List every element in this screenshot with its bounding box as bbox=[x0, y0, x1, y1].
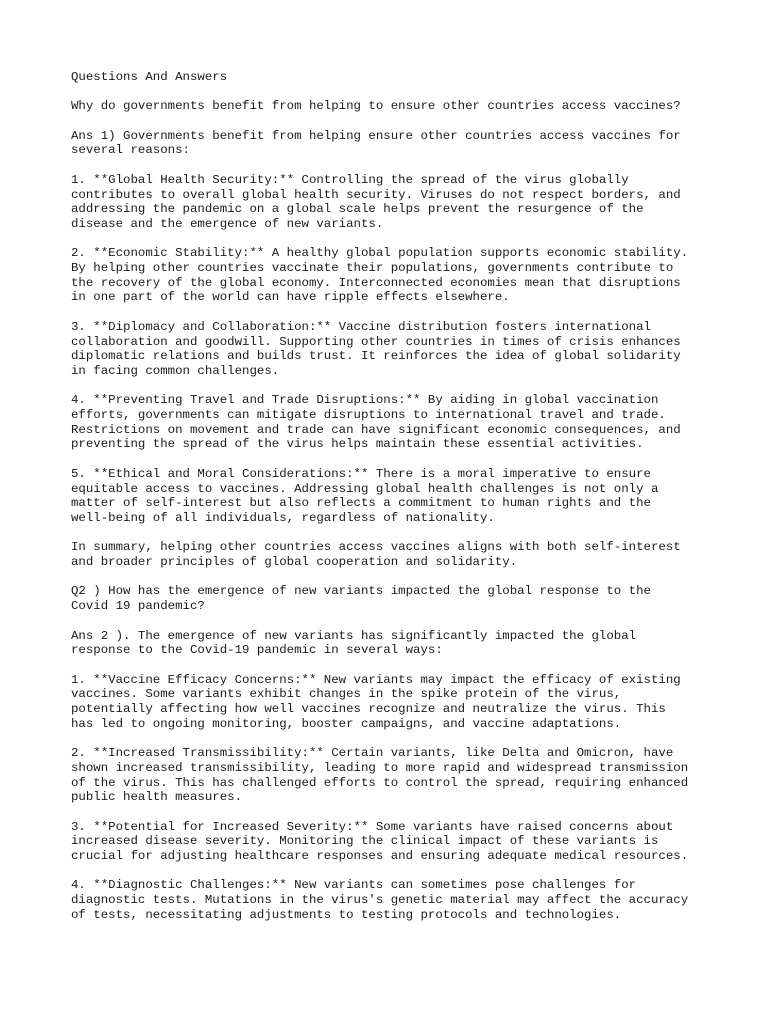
answer-1-point-4: 4. **Preventing Travel and Trade Disruptions:** By aiding in global vaccination efforts, governments can mitigate disruptions to international travel and trade. Restrictions on movement and trade can have significant economic consequences, and preventing the spread of the virus helps maintain these essential activities. bbox=[71, 393, 681, 452]
answer-1-intro: Ans 1) Governments benefit from helping ensure other countries access vaccines for several reasons: bbox=[71, 128, 681, 158]
answer-1-point-1: 1. **Global Health Security:** Controlling the spread of the virus globally contributes to overall global health security. Viruses do not respect borders, and addressing the pandemic on a global scale helps prevent the resurgence of the disease and the emergence of new variants. bbox=[71, 172, 681, 231]
answer-2-point-4: 4. **Diagnostic Challenges:** New variants can sometimes pose challenges for diagnostic tests. Mutations in the virus's genetic material may affect the accuracy of tests, necessitating adjustments to testing protocols and technologies. bbox=[71, 878, 689, 922]
answer-1-point-3: 3. **Diplomacy and Collaboration:** Vaccine distribution fosters international collaboration and goodwill. Supporting other countries in times of crisis enhances diplomatic relations and builds trust. It reinforces the idea of global solidarity in facing common challenges. bbox=[71, 319, 681, 378]
answer-1-summary: In summary, helping other countries access vaccines aligns with both self-interest and broader principles of global cooperation and solidarity. bbox=[71, 540, 681, 570]
answer-1-point-5: 5. **Ethical and Moral Considerations:** There is a moral imperative to ensure equitable access to vaccines. Addressing global health challenges is not only a matter of self-interest but also reflects a commitment to human rights and the well-being of all individuals, regardless of nationality. bbox=[71, 466, 659, 525]
document-page bbox=[71, 70, 711, 937]
answer-2-intro: Ans 2 ). The emergence of new variants has significantly impacted the global response to the Covid-19 pandemic in several ways: bbox=[71, 628, 637, 658]
answer-2-point-3: 3. **Potential for Increased Severity:** Some variants have raised concerns about increased disease severity. Monitoring the clinical impact of these variants is crucial for adjusting healthcare responses and ensuring adequate medical resources. bbox=[71, 819, 689, 864]
question-2: Q2 ) How has the emergence of new variants impacted the global response to the Covid 19 pandemic? bbox=[71, 584, 651, 614]
answer-2-point-2: 2. **Increased Transmissibility:** Certain variants, like Delta and Omicron, have shown increased transmissibility, leading to more rapid and widespread transmission of the virus. This has challenged efforts to control the spread, requiring enhanced public health measures. bbox=[71, 746, 689, 805]
answer-2-point-1: 1. **Vaccine Efficacy Concerns:** New variants may impact the efficacy of existing vaccines. Some variants exhibit changes in the spike protein of the virus, potentially affecting how well vaccines recognize and neutralize the virus. This has led to ongoing monitoring, booster campaigns, and vaccine adaptations. bbox=[71, 672, 681, 731]
document-heading: Questions And Answers bbox=[71, 70, 228, 84]
answer-1-point-2: 2. **Economic Stability:** A healthy global population supports economic stability. By helping other countries vaccinate their populations, governments contribute to the recovery of the global economy. Interconnected economies mean that disruptions in one part of the world can have ripple effects elsewhere. bbox=[71, 246, 689, 305]
question-1: Why do governments benefit from helping to ensure other countries access vaccines? bbox=[71, 99, 681, 114]
